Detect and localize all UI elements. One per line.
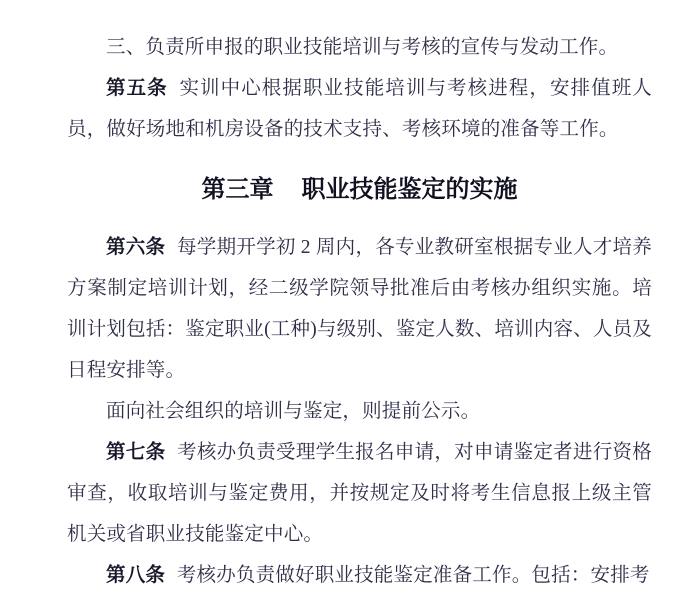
paragraph-article-6 [67, 227, 652, 391]
paragraph-duty-item-3 [67, 27, 652, 68]
paragraph-public-notice [67, 391, 652, 432]
article-7-number: 第七条 [106, 441, 166, 463]
article-6-number: 第六条 [106, 236, 166, 258]
paragraph-article-7 [67, 432, 652, 555]
paragraph-text: 实训中心根据职业技能培训与考核进程，安排值班人员，做好场地和机房设备的技术支持、考核环境的准备等工作。 [67, 78, 652, 140]
article-8-number: 第八条 [106, 564, 166, 586]
paragraph-text: 三、负责所申报的职业技能培训与考核的宣传与发动工作。 [106, 37, 619, 58]
chapter-title: 职业技能鉴定的实施 [301, 176, 518, 203]
chapter-3-heading [67, 169, 652, 210]
paragraph-article-8 [67, 555, 652, 596]
paragraph-text: 每学期开学初 2 周内，各专业教研室根据专业人才培养方案制定培训计划，经二级学院领导批准后由考核办组织实施。培训计划包括：鉴定职业(工种)与级别、鉴定人数、培训内容、人员及日程安排等。 [67, 237, 652, 381]
paragraph-article-5 [67, 68, 652, 150]
paragraph-text: 考核办负责做好职业技能鉴定准备工作。包括：安排考 [176, 565, 650, 586]
article-5-number: 第五条 [106, 77, 168, 99]
paragraph-text: 面向社会组织的培训与鉴定，则提前公示。 [106, 401, 481, 422]
paragraph-text: 考核办负责受理学生报名申请，对申请鉴定者进行资格审查，收取培训与鉴定费用，并按规定及时将考生信息报上级主管机关或省职业技能鉴定中心。 [67, 442, 652, 545]
chapter-number: 第三章 [201, 176, 274, 203]
